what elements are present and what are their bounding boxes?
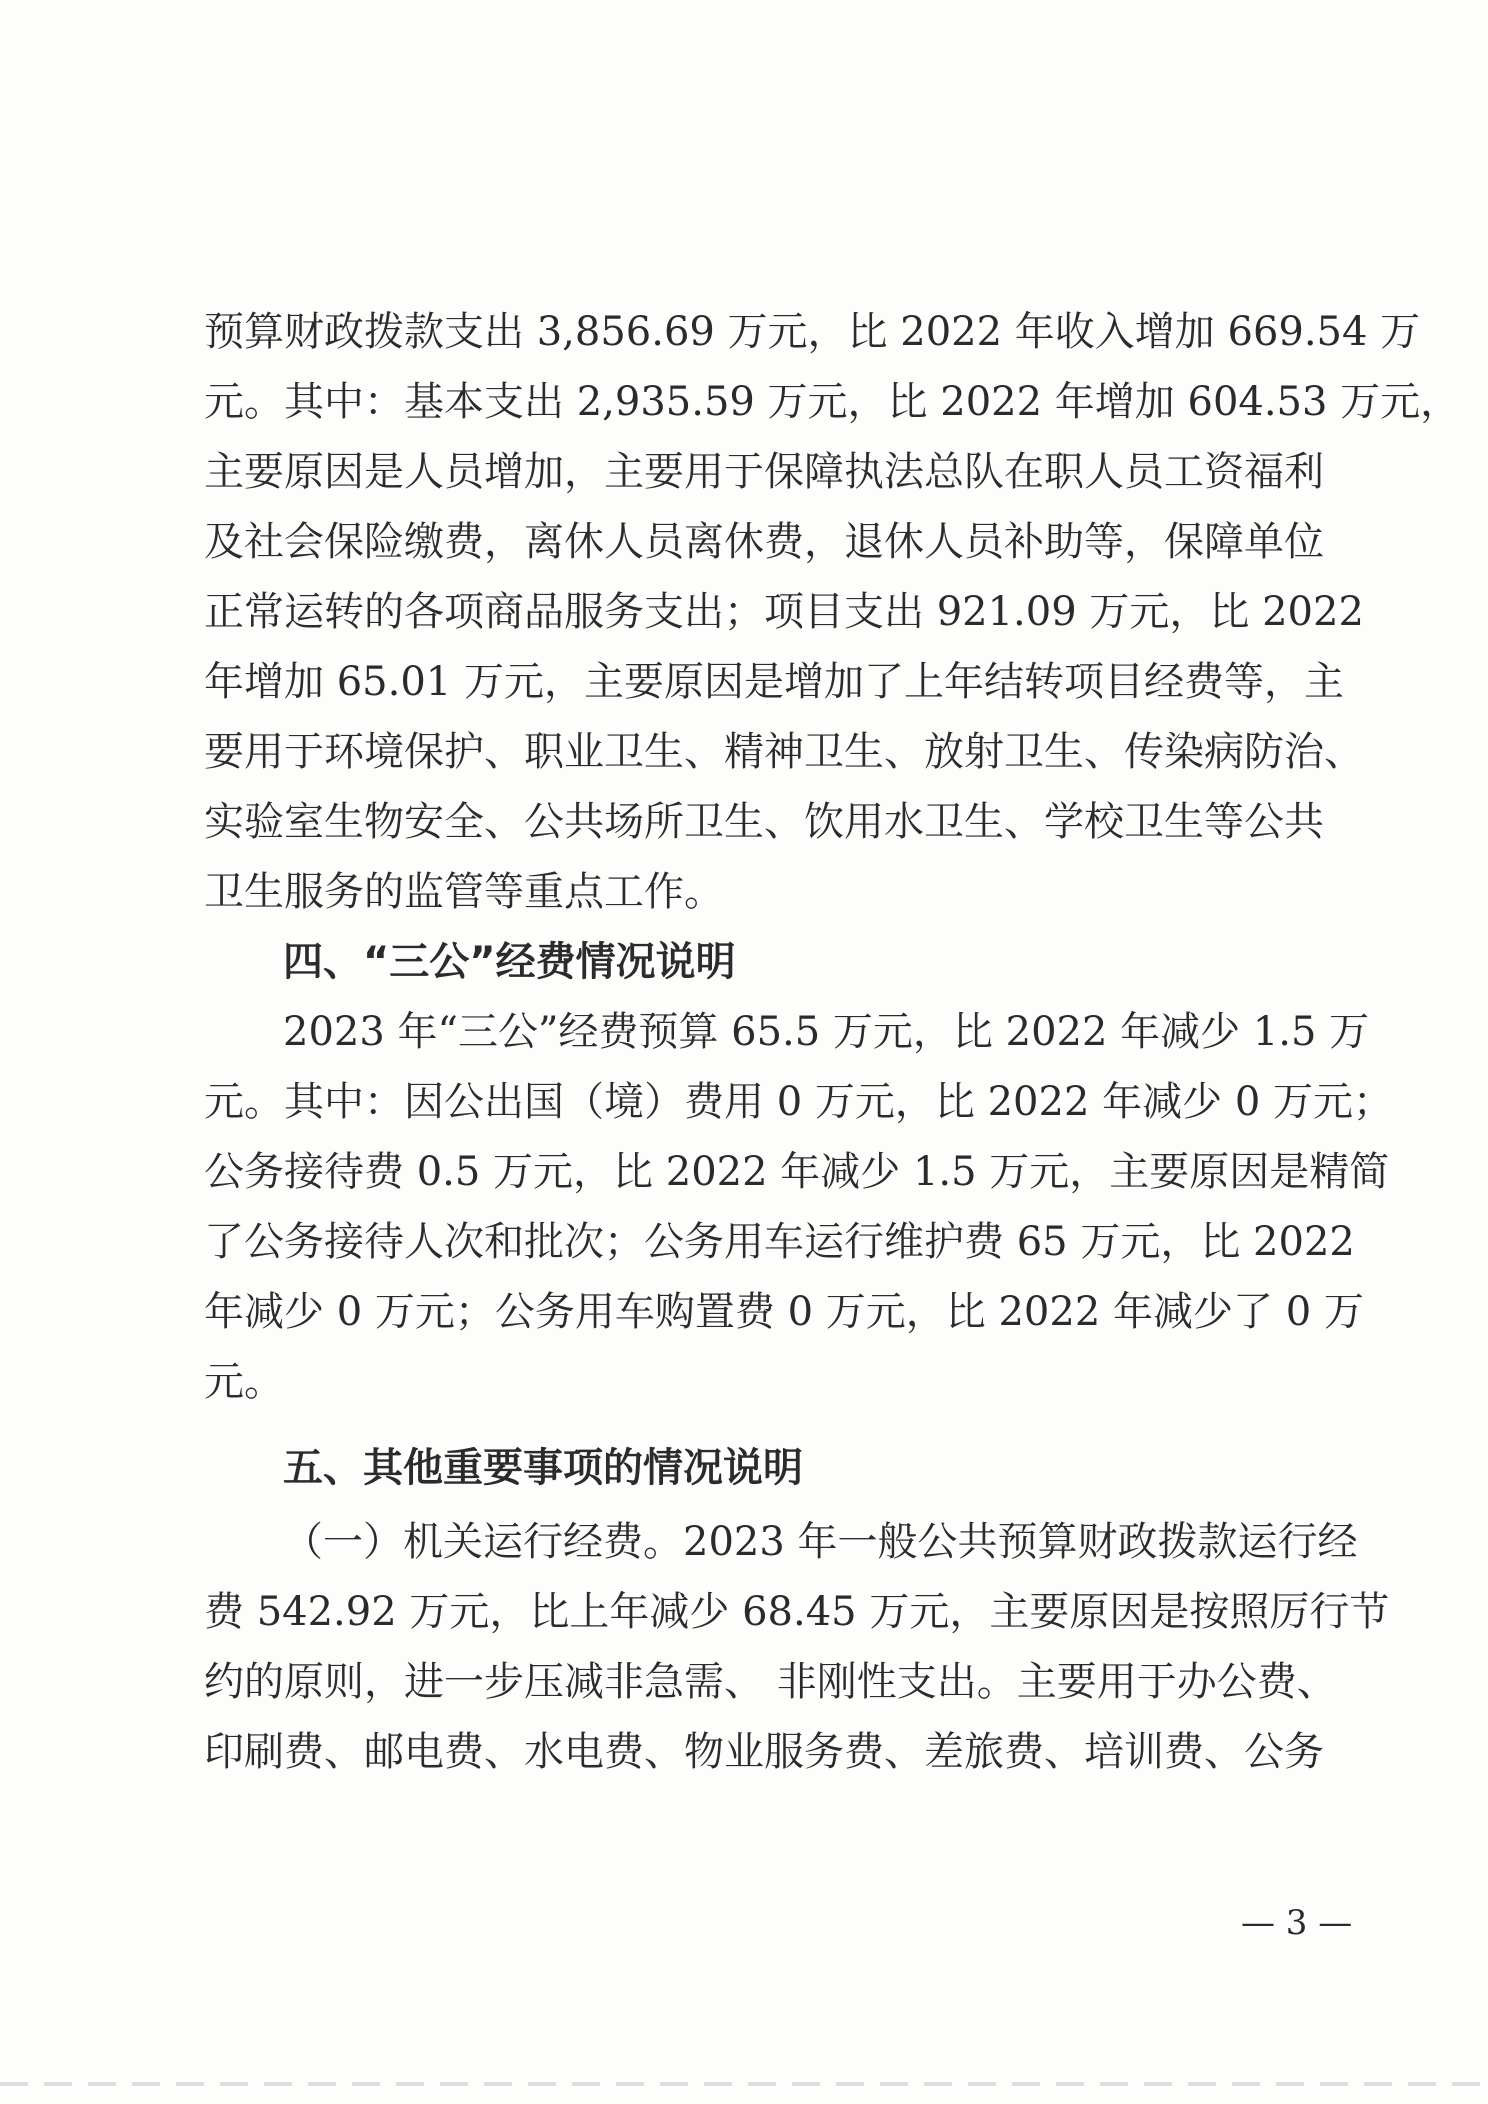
scan-edge-artifact (0, 2082, 1488, 2086)
body-text-line: 卫生服务的监管等重点工作。 (204, 869, 724, 915)
body-text-line: 正常运转的各项商品服务支出；项目支出 921.09 万元，比 2022 (204, 589, 1364, 635)
body-text-line: 约的原则，进一步压减非急需、 非刚性支出。主要用于办公费、 (204, 1659, 1337, 1705)
body-text-line: 实验室生物安全、公共场所卫生、饮用水卫生、学校卫生等公共 (204, 799, 1324, 845)
body-text-line: 年增加 65.01 万元，主要原因是增加了上年结转项目经费等，主 (204, 659, 1344, 705)
body-text-line: 元。 (204, 1359, 284, 1405)
body-text-line: 年减少 0 万元；公务用车购置费 0 万元，比 2022 年减少了 0 万 (204, 1289, 1364, 1335)
section-heading-five: 五、其他重要事项的情况说明 (283, 1445, 803, 1491)
body-text-line: 预算财政拨款支出 3,856.69 万元，比 2022 年收入增加 669.54 万 (204, 309, 1421, 355)
body-text-line: 费 542.92 万元，比上年减少 68.45 万元，主要原因是按照厉行节 (204, 1589, 1390, 1635)
section-heading-four: 四、“三公”经费情况说明 (283, 939, 736, 985)
body-text-line: （一）机关运行经费。2023 年一般公共预算财政拨款运行经 (283, 1519, 1358, 1565)
body-text-line: 公务接待费 0.5 万元，比 2022 年减少 1.5 万元，主要原因是精简 (204, 1149, 1390, 1195)
body-text-line: 主要原因是人员增加，主要用于保障执法总队在职人员工资福利 (204, 449, 1324, 495)
page-number: — 3 — (1241, 1903, 1353, 1943)
body-text-line: 2023 年“三公”经费预算 65.5 万元，比 2022 年减少 1.5 万 (283, 1009, 1370, 1055)
body-text-line: 要用于环境保护、职业卫生、精神卫生、放射卫生、传染病防治、 (204, 729, 1364, 775)
body-text-line: 元。其中：基本支出 2,935.59 万元，比 2022 年增加 604.53 万元， (204, 379, 1461, 425)
body-text-line: 元。其中：因公出国（境）费用 0 万元，比 2022 年减少 0 万元； (204, 1079, 1393, 1125)
body-text-line: 了公务接待人次和批次；公务用车运行维护费 65 万元，比 2022 (204, 1219, 1355, 1265)
body-text-line: 及社会保险缴费，离休人员离休费，退休人员补助等，保障单位 (204, 519, 1324, 565)
body-text-line: 印刷费、邮电费、水电费、物业服务费、差旅费、培训费、公务 (204, 1729, 1324, 1775)
